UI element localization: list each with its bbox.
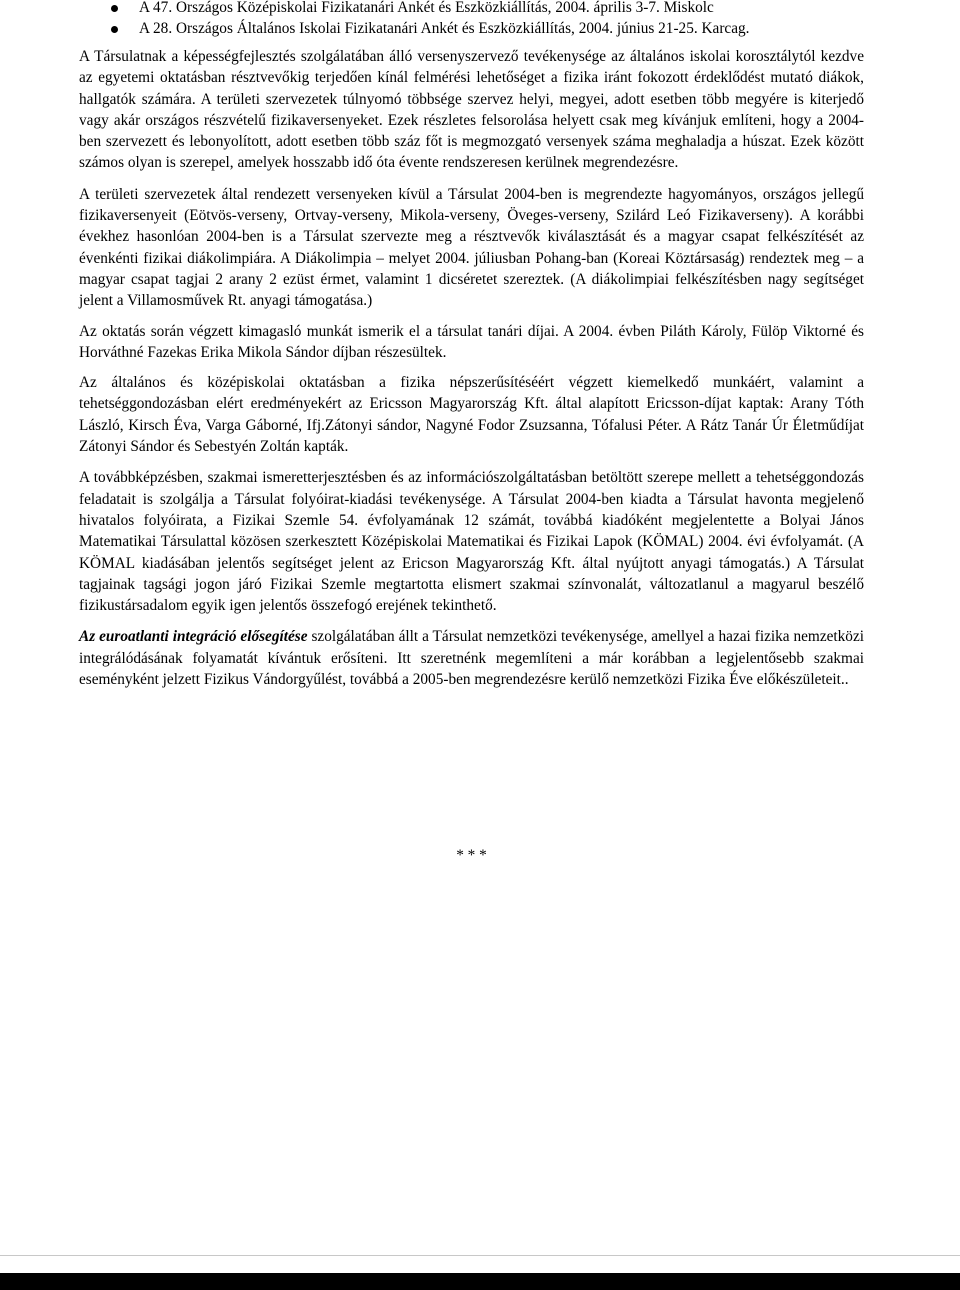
footer-divider — [0, 1255, 960, 1256]
bullet-icon — [111, 5, 118, 12]
list-item — [79, 19, 864, 40]
list-item-text: A 28. Országos Általános Iskolai Fizikatanári Ankét és Eszközkiállítás, 2004. június 21-25. Karcag. — [139, 19, 750, 37]
paragraph-ericsson-awards: Az általános és középiskolai oktatásban a fizika népszerűsítéséért végzett kiemelkedő munkáért, valamint a tehetséggondozásban elért eredményekért az Ericsson Magyarország Kft. által alapított Ericsson-díjat kaptak: Arany Tóth László, Kirsch Éva, Varga Gáborné, Ifj.Zátonyi sándor, Nagyné Fodor Zsuzsanna, Tófalusi Péter. A Rátz Tanár Úr Életműdíjat Zátonyi Sándor és Sebestyén Zoltán kapták. — [79, 374, 864, 456]
event-list — [79, 0, 864, 39]
footer-bar — [0, 1273, 960, 1290]
section-separator: * * * — [456, 847, 487, 864]
paragraph-publications: A továbbképzésben, szakmai ismeretterjesztésben és az információszolgáltatásban betöltött szerepe mellett a tehetséggondozás feladatait is szolgálja a Társulat folyóirat-kiadási tevékenysége. A Társulat 2004-ben kiadta a Társulat havonta megjelenő hivatalos folyóirata, a Fizikai Szemle 54. évfolyamának 12 számát, továbbá kiadóként megjelentette a Bolyai János Matematikai Társulattal közösen szerkesztett Középiskolai Matematikai és Fizikai Lapok (KÖMAL) 2004. évi évfolyamát. (A KÖMAL kiadásában jelentős segítséget jelent az Ericson Magyarország Kft. által nyújtott anyagi támogatás.) A Társulat tagjainak tagsági jogon járó Fizikai Szemle megtartotta elismert szakmai színvonalát, változatlanul a magyarul beszélő fizikustársadalom egyik igen jelentős összefogó erejének tekinthető. — [79, 469, 864, 615]
document-page — [79, 0, 864, 690]
paragraph-competitions: A Társulatnak a képességfejlesztés szolgálatában álló versenyszervező tevékenysége az általános iskolai korosztálytól kezdve az egyetemi oktatásban résztvevőkig terjedően kínál felmérési lehetőséget a fizika iránt fokozott érdeklődést mutató diákok, hallgatók számára. A területi szervezetek túlnyomó többsége szervez helyi, megyei, adott esetben több megyére is kiterjedő vagy akár országos részvételű fizikaversenyeket. Ezek részletes felsorolása helyett csak meg kívánjuk említeni, hogy a 2004-ben szervezett és lebonyolított, adott esetben több száz főt is megmozgató versenyek száma meghaladja a húszat. Ezek között számos olyan is szerepel, amelyek hosszabb idő óta évente rendszeresen kerülnek megrendezésre. — [79, 48, 864, 172]
list-item-text: A 47. Országos Középiskolai Fizikatanári Ankét és Eszközkiállítás, 2004. április 3-7. Miskolc — [139, 0, 714, 16]
paragraph-teacher-awards: Az oktatás során végzett kimagasló munkát ismerik el a társulat tanári díjai. A 2004. évben Piláth Károly, Fülöp Viktorné és Horváthné Fazekas Erika Mikola Sándor díjban részesültek. — [79, 322, 864, 361]
paragraph-integration — [79, 626, 864, 690]
paragraph-national-competitions: A területi szervezetek által rendezett versenyeken kívül a Társulat 2004-ben is megrendezte hagyományos, országos jellegű fizikaversenyeit (Eötvös-verseny, Ortvay-verseny, Mikola-verseny, Öveges-verseny, Szilárd Leó Fizikaverseny). A korábbi évekhez hasonlóan 2004-ben is a Társulat szervezte meg a résztvevők kiválasztását és a magyar csapat felkészítését az évenkénti fizikai diákolimpiára. A Diákolimpia – melyet 2004. júliusban Pohang-ban (Koreai Köztársaság) rendeztek meg – a magyar csapat tagjai 2 arany 2 ezüst érmet, valamint 1 dicséretet szereztek. (A diákolimpiai felkészítésben nagy segítséget jelent a Villamosművek Rt. anyagi támogatása.) — [79, 185, 864, 310]
emphasized-heading: Az euroatlanti integráció elősegítése — [79, 628, 308, 646]
paragraph-text: szolgálatában állt a Társulat nemzetközi tevékenysége, amellyel a hazai fizika nemzetközi integrálódásának folyamatát kívántuk erősíteni. Itt szeretnénk megemlíteni a már korábban a legjelentősebb szakmai eseményként jelzett Fizikus Vándorgyűlést, továbbá a 2005-ben megrendezésre kerülő nemzetközi Fizika Éve előkészületeit.. — [79, 628, 864, 689]
bullet-icon — [111, 26, 118, 33]
list-item — [79, 0, 864, 19]
